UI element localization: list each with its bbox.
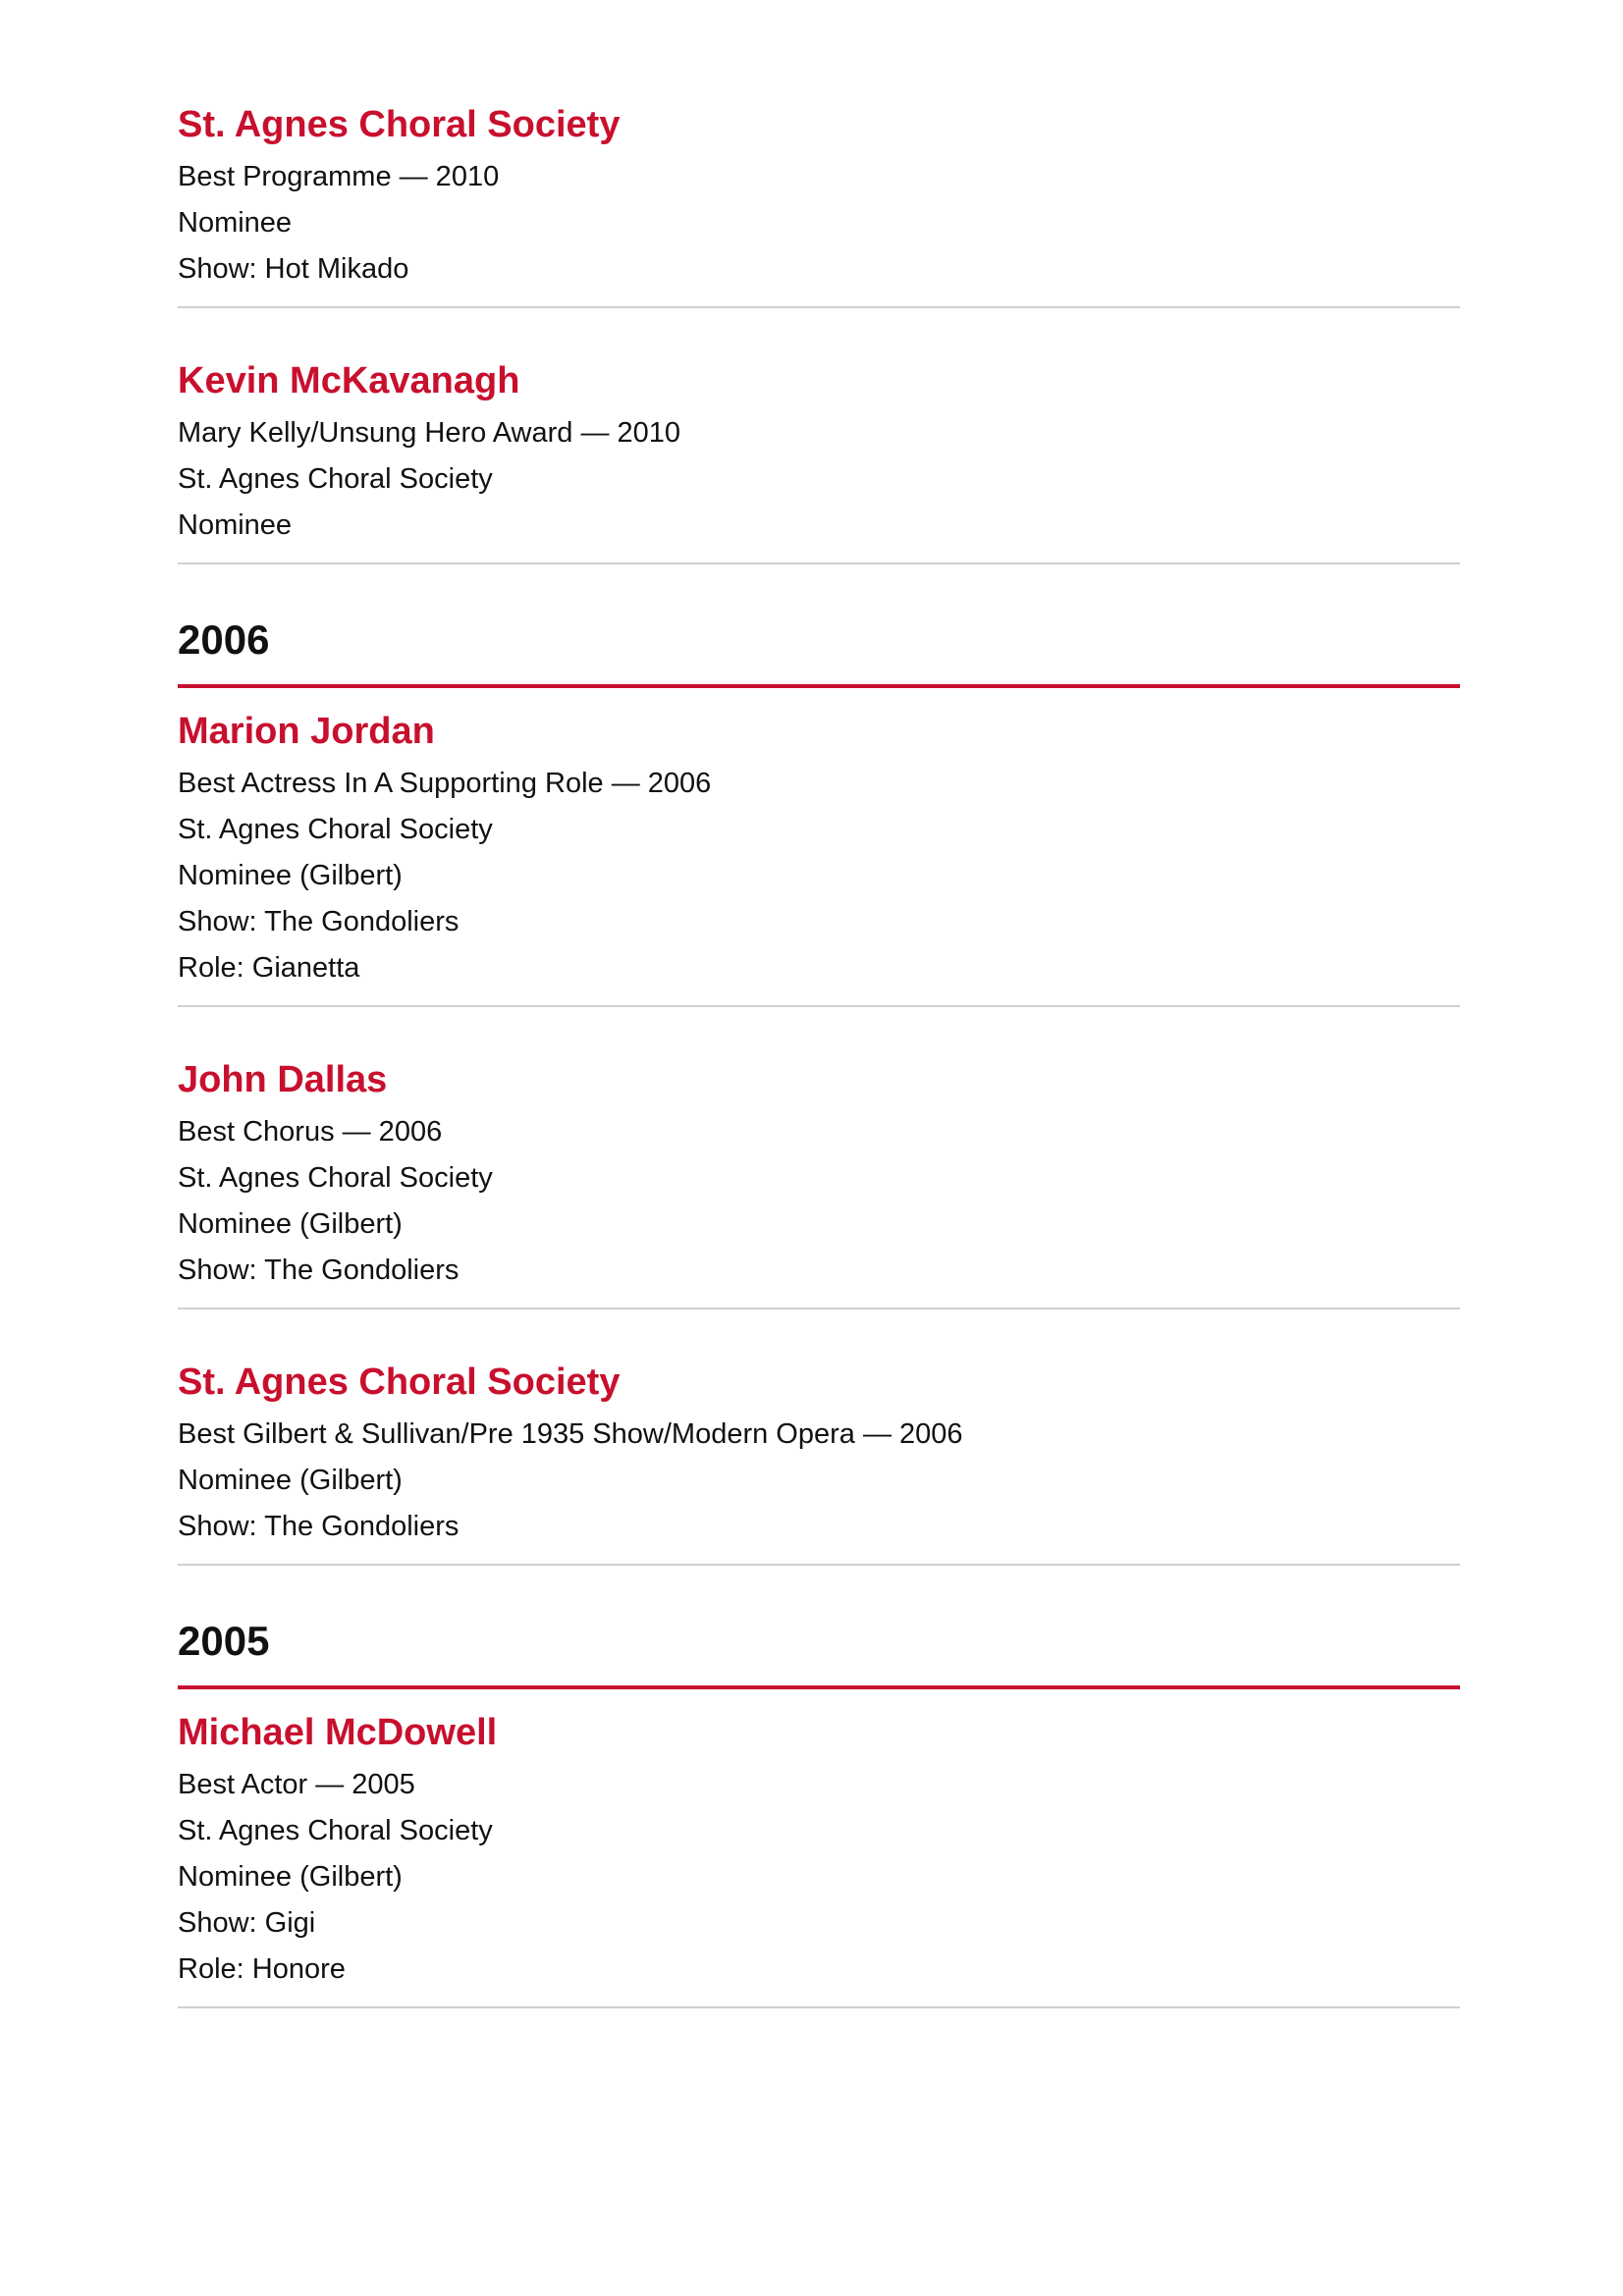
award-detail-line: Show: The Gondoliers <box>178 1255 460 1286</box>
year-heading-rule <box>178 684 1460 688</box>
award-entry <box>178 359 1460 549</box>
award-detail-line: Show: The Gondoliers <box>178 1511 460 1542</box>
award-detail-line: Nominee (Gilbert) <box>178 1465 403 1496</box>
award-detail-line: Nominee (Gilbert) <box>178 860 403 891</box>
award-details <box>178 1109 1460 1294</box>
year-heading-rule <box>178 1685 1460 1689</box>
nominee-name: Kevin McKavanagh <box>178 360 520 401</box>
award-detail-line: St. Agnes Choral Society <box>178 463 493 495</box>
entry-divider <box>178 1005 1460 1007</box>
award-entry <box>178 1711 1460 1993</box>
award-detail-line: St. Agnes Choral Society <box>178 1815 493 1846</box>
nominee-name: St. Agnes Choral Society <box>178 104 621 145</box>
entry-divider <box>178 562 1460 564</box>
award-details <box>178 761 1460 991</box>
award-detail-line: Best Actor — 2005 <box>178 1769 415 1800</box>
award-detail-line: Role: Gianetta <box>178 952 360 984</box>
award-detail-line: St. Agnes Choral Society <box>178 1162 493 1194</box>
award-detail-line: Nominee <box>178 207 293 239</box>
award-detail-line: St. Agnes Choral Society <box>178 814 493 845</box>
award-details <box>178 410 1460 549</box>
award-detail-line: Nominee <box>178 509 293 541</box>
entry-divider <box>178 2006 1460 2008</box>
entry-divider <box>178 1564 1460 1566</box>
award-details <box>178 1762 1460 1993</box>
year-heading: 2006 <box>178 616 270 663</box>
award-entry <box>178 103 1460 293</box>
nominee-name: St. Agnes Choral Society <box>178 1362 621 1403</box>
award-detail-line: Best Gilbert & Sullivan/Pre 1935 Show/Modern Opera — 2006 <box>178 1418 963 1450</box>
award-detail-line: Show: The Gondoliers <box>178 906 460 937</box>
award-entry <box>178 1361 1460 1550</box>
award-detail-line: Nominee (Gilbert) <box>178 1861 403 1893</box>
entry-divider <box>178 1308 1460 1309</box>
award-detail-line: Nominee (Gilbert) <box>178 1208 403 1240</box>
nominee-name: Michael McDowell <box>178 1712 498 1753</box>
award-detail-line: Show: Hot Mikado <box>178 253 409 285</box>
award-detail-line: Mary Kelly/Unsung Hero Award — 2010 <box>178 417 681 449</box>
nominee-name: John Dallas <box>178 1059 388 1100</box>
award-detail-line: Role: Honore <box>178 1953 346 1985</box>
award-details <box>178 154 1460 293</box>
award-detail-line: Best Actress In A Supporting Role — 2006 <box>178 768 712 799</box>
award-entry <box>178 710 1460 991</box>
entry-divider <box>178 306 1460 308</box>
award-details <box>178 1412 1460 1550</box>
nominee-name: Marion Jordan <box>178 711 435 752</box>
year-heading: 2005 <box>178 1618 270 1664</box>
award-detail-line: Best Chorus — 2006 <box>178 1116 443 1148</box>
award-entry <box>178 1058 1460 1294</box>
award-detail-line: Best Programme — 2010 <box>178 161 500 192</box>
award-detail-line: Show: Gigi <box>178 1907 316 1939</box>
